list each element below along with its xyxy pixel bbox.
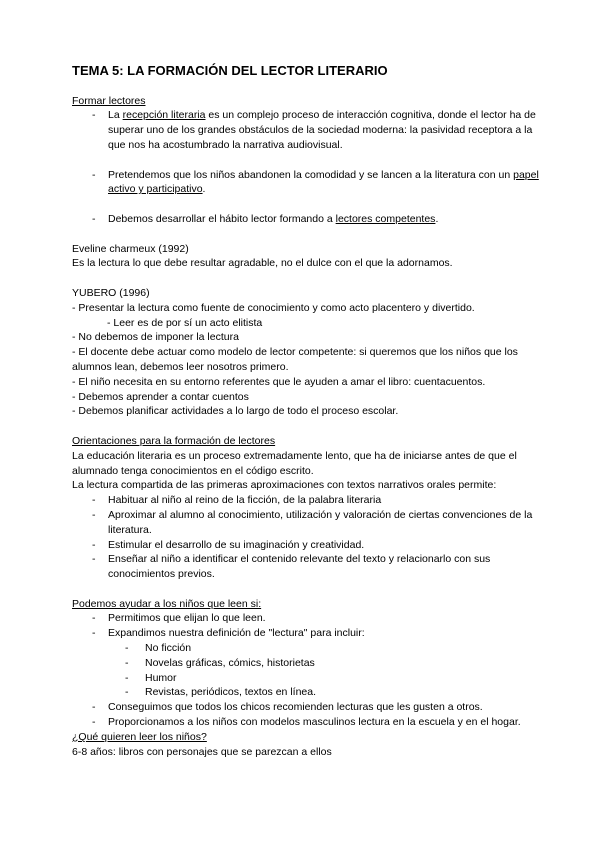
bullet-dash: - <box>92 168 96 181</box>
blank-line <box>72 271 542 286</box>
paragraph: - El niño necesita en su entorno referentes que le ayuden a amar el libro: cuentacuentos. <box>72 375 486 388</box>
text-run: Debemos desarrollar el hábito lector formando a <box>108 212 336 225</box>
text-run: Estimular el desarrollo de su imaginación y creatividad. <box>108 538 365 551</box>
section-heading: ¿Qué quieren leer los niños? <box>72 730 207 743</box>
text-run: Enseñar al niño a identificar el contenido relevante del texto y relacionarlo con sus conocimientos previos. <box>108 553 491 581</box>
paragraph: La lectura compartida de las primeras aproximaciones con textos narrativos orales permite: <box>72 479 497 492</box>
blank-line <box>72 582 542 597</box>
paragraph: Eveline charmeux (1992) <box>72 242 189 255</box>
sub-bullet-item <box>125 641 542 656</box>
bullet-dash: - <box>125 642 129 655</box>
sub-bullet-item <box>125 671 542 686</box>
bullet-text <box>108 108 542 152</box>
underlined-text: recepción literaria <box>122 109 206 122</box>
bullet-dash: - <box>125 686 129 699</box>
bullet-text <box>108 212 542 227</box>
bullet-text <box>145 656 542 671</box>
bullet-dash: - <box>125 671 129 684</box>
bullet-item <box>92 611 542 626</box>
bullet-dash: - <box>125 656 129 669</box>
text-run: . <box>202 183 206 196</box>
bullet-dash: - <box>92 212 96 225</box>
sub-bullet-item <box>125 685 542 700</box>
paragraph: - No debemos de imponer la lectura <box>72 331 239 344</box>
text-run: Permitimos que elijan lo que leen. <box>108 612 266 625</box>
bullet-dash: - <box>92 109 96 122</box>
section-heading: Podemos ayudar a los niños que leen si: <box>72 597 262 610</box>
text-run: Novelas gráficas, cómics, historietas <box>145 656 315 669</box>
text-run: Pretendemos que los niños abandonen la comodidad y se lancen a la literatura con un <box>108 168 514 181</box>
bullet-dash: - <box>92 701 96 714</box>
bullet-text <box>108 611 542 626</box>
bullet-item <box>92 108 542 152</box>
blank-line <box>72 419 542 434</box>
text-run: Aproximar al alumno al conocimiento, utilización y valoración de ciertas convenciones de la literatura. <box>108 508 533 536</box>
text-run: es un complejo proceso de interacción cognitiva, donde el lector ha de superar uno de los grandes obstáculos de la sociedad moderna: la pasividad receptora a la que nos ha acostumbrado la narrativa audiovisual. <box>108 109 536 151</box>
document-title: TEMA 5: LA FORMACIÓN DEL LECTOR LITERARIO <box>72 63 388 78</box>
text-run: Conseguimos que todos los chicos recomienden lecturas que les gusten a otros. <box>108 701 483 714</box>
section-heading: Formar lectores <box>72 94 146 107</box>
blank-line <box>72 197 542 212</box>
bullet-dash: - <box>92 538 96 551</box>
text-run: Expandimos nuestra definición de "lectura" para incluir: <box>108 627 365 640</box>
sub-bullet-item <box>125 656 542 671</box>
bullet-dash: - <box>92 508 96 521</box>
paragraph: - Presentar la lectura como fuente de conocimiento y como acto placentero y divertido. <box>72 301 475 314</box>
paragraph: - Debemos aprender a contar cuentos <box>72 390 249 403</box>
bullet-text <box>108 168 542 198</box>
paragraph: - El docente debe actuar como modelo de lector competente: si queremos que los niños que los alumnos lean, debemos leer nosotros primero. <box>72 346 518 373</box>
bullet-dash: - <box>92 627 96 640</box>
bullet-text <box>108 626 542 641</box>
text-run: Habituar al niño al reino de la ficción, de la palabra literaria <box>108 494 382 507</box>
bullet-item <box>92 700 542 715</box>
bullet-item <box>92 538 542 553</box>
bullet-item <box>92 493 542 508</box>
bullet-item <box>92 508 542 538</box>
underlined-text: papel activo y participativo <box>108 168 539 196</box>
bullet-text <box>108 508 542 538</box>
text-run: No ficción <box>145 642 192 655</box>
paragraph: - Debemos planificar actividades a lo largo de todo el proceso escolar. <box>72 405 399 418</box>
paragraph: - Leer es de por sí un acto elitista <box>107 316 263 329</box>
bullet-text <box>145 671 542 686</box>
bullet-text <box>145 685 542 700</box>
bullet-text <box>145 641 542 656</box>
bullet-text <box>108 552 542 582</box>
bullet-item <box>92 715 542 730</box>
underlined-text: lectores competentes <box>335 212 436 225</box>
paragraph: La educación literaria es un proceso extremadamente lento, que ha de iniciarse antes de que el alumnado tenga conocimientos en el código escrito. <box>72 449 517 477</box>
bullet-item <box>92 552 542 582</box>
bullet-text <box>108 715 542 730</box>
paragraph: Es la lectura lo que debe resultar agradable, no el dulce con el que la adornamos. <box>72 257 453 270</box>
bullet-dash: - <box>92 716 96 729</box>
bullet-item <box>92 168 542 198</box>
bullet-text <box>108 538 542 553</box>
bullet-dash: - <box>92 612 96 625</box>
bullet-item <box>92 626 542 641</box>
blank-line <box>72 227 542 242</box>
bullet-dash: - <box>92 494 96 507</box>
blank-line <box>72 153 542 168</box>
bullet-text <box>108 700 542 715</box>
paragraph: 6-8 años: libros con personajes que se parezcan a ellos <box>72 745 332 758</box>
blank-line <box>72 79 542 94</box>
bullet-text <box>108 493 542 508</box>
bullet-dash: - <box>92 553 96 566</box>
text-run: Revistas, periódicos, textos en línea. <box>145 686 317 699</box>
text-run: La <box>108 109 123 122</box>
text-run: . <box>435 212 439 225</box>
bullet-item <box>92 212 542 227</box>
section-heading: Orientaciones para la formación de lectores <box>72 434 276 447</box>
text-run: Proporcionamos a los niños con modelos masculinos lectura en la escuela y en el hogar. <box>108 716 521 729</box>
text-run: Humor <box>145 671 177 684</box>
paragraph: YUBERO (1996) <box>72 286 150 299</box>
